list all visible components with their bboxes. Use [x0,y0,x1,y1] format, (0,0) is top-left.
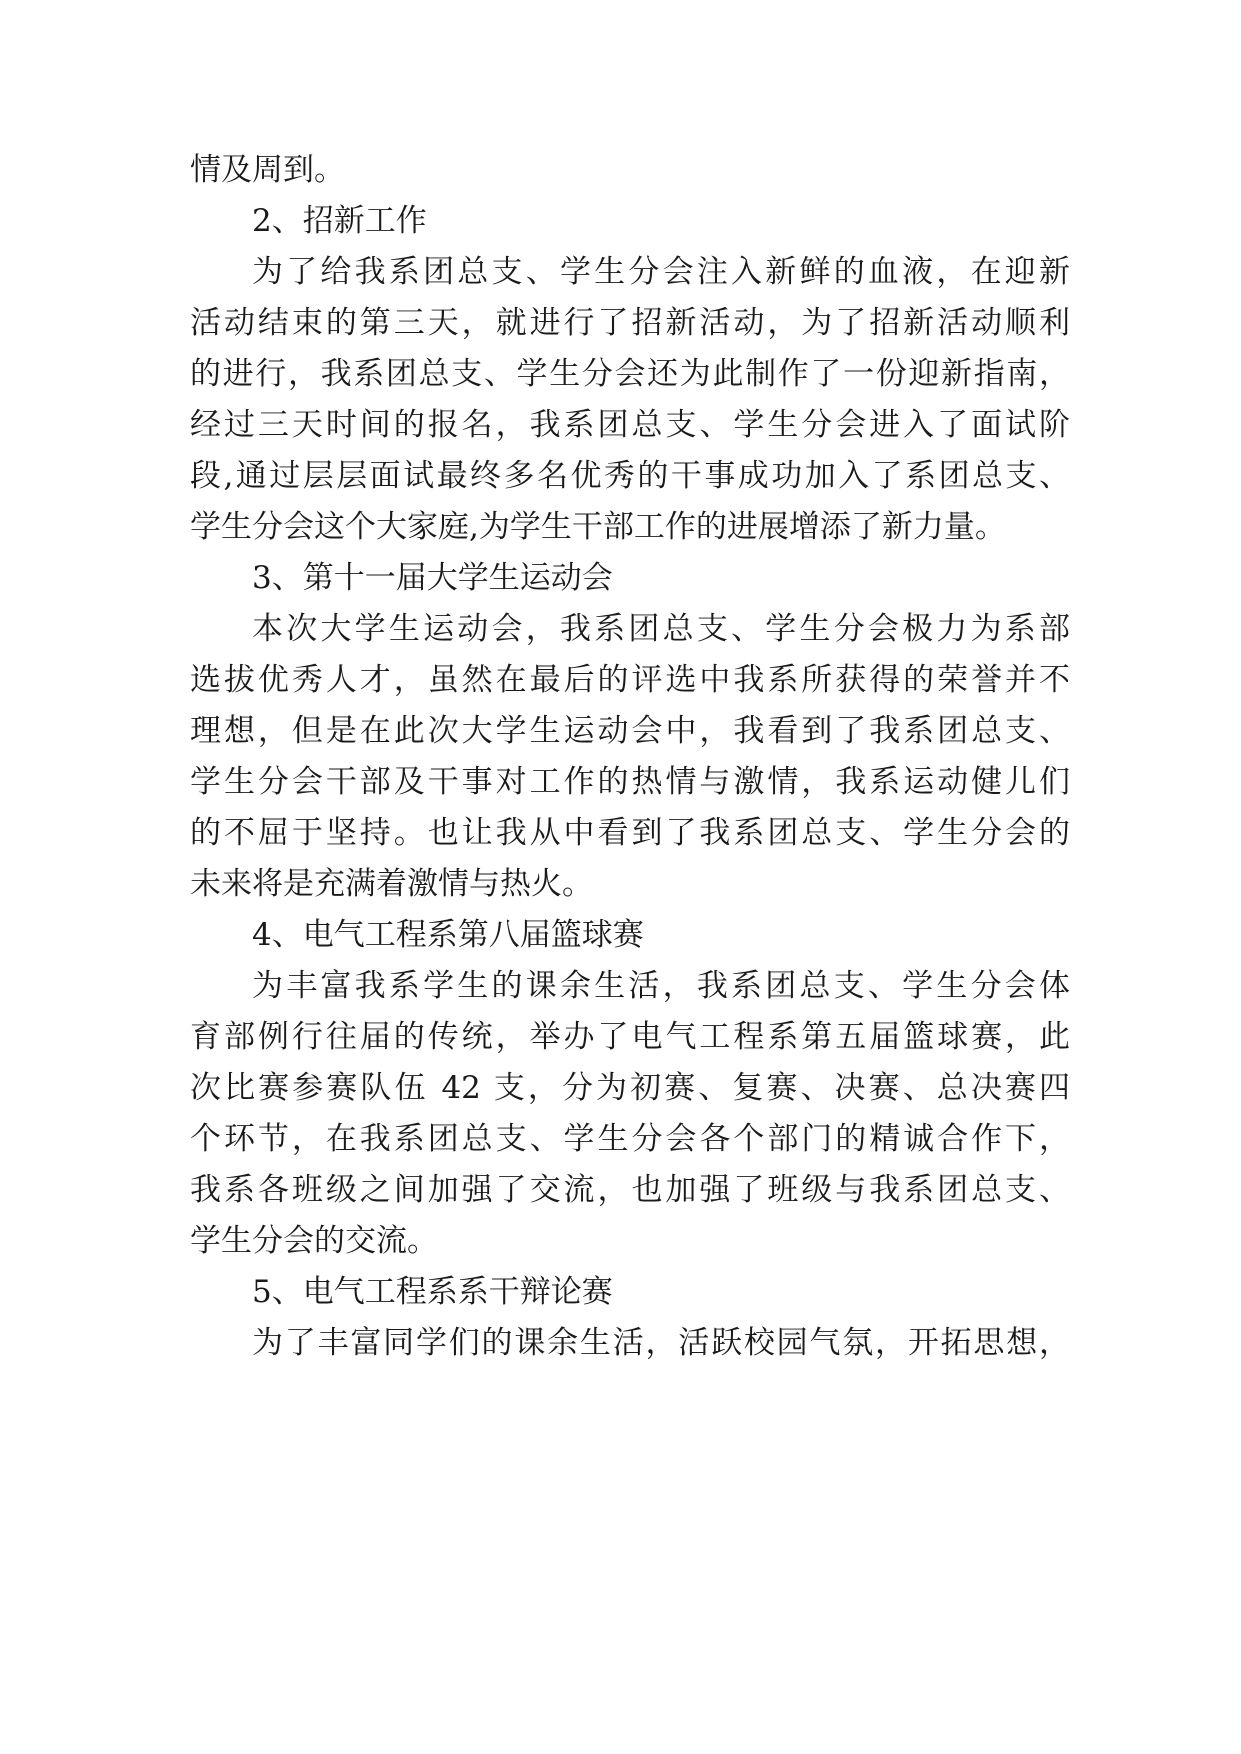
paragraph-line: 选拔优秀人才，虽然在最后的评选中我系所获得的荣誉并不 [190,662,1070,698]
paragraph-line: 学生分会干部及干事对工作的热情与激情，我系运动健儿们 [190,764,1070,800]
section-heading-basketball: 4、电气工程系第八届篮球赛 [252,917,644,953]
paragraph-line: 理想，但是在此次大学生运动会中，我看到了我系团总支、 [190,713,1070,749]
section-heading-sports-meet: 3、第十一届大学生运动会 [252,560,613,596]
paragraph-line: 学生分会的交流。 [190,1223,438,1259]
paragraph-line: 活动结束的第三天，就进行了招新活动，为了招新活动顺利 [190,305,1070,341]
paragraph-line: 为了丰富同学们的课余生活，活跃校园气氛，开拓思想， [252,1325,1070,1361]
paragraph-line: 育部例行往届的传统，举办了电气工程系第五届篮球赛，此 [190,1019,1070,1055]
paragraph-line: 未来将是充满着激情与热火。 [190,866,593,902]
paragraph-line: 本次大学生运动会，我系团总支、学生分会极力为系部 [252,611,1070,647]
section-heading-recruitment: 2、招新工作 [252,203,427,239]
paragraph-line: 个环节，在我系团总支、学生分会各个部门的精诚合作下， [190,1121,1070,1157]
paragraph-line: 段,通过层层面试最终多名优秀的干事成功加入了系团总支、 [190,458,1070,494]
paragraph-line: 学生分会这个大家庭,为学生干部工作的进展增添了新力量。 [190,509,1006,545]
paragraph-line: 我系各班级之间加强了交流，也加强了班级与我系团总支、 [190,1172,1070,1208]
paragraph-line: 为丰富我系学生的课余生活，我系团总支、学生分会体 [252,968,1070,1004]
paragraph-line: 经过三天时间的报名，我系团总支、学生分会进入了面试阶 [190,407,1070,443]
paragraph-line: 的不屈于坚持。也让我从中看到了我系团总支、学生分会的 [190,815,1070,851]
paragraph-line: 次比赛参赛队伍 42 支，分为初赛、复赛、决赛、总决赛四 [190,1070,1070,1106]
paragraph-line: 为了给我系团总支、学生分会注入新鲜的血液，在迎新 [252,254,1070,290]
paragraph-line: 的进行，我系团总支、学生分会还为此制作了一份迎新指南， [190,356,1070,392]
paragraph-line: 情及周到。 [190,152,345,188]
section-heading-debate: 5、电气工程系系干辩论赛 [252,1274,613,1310]
